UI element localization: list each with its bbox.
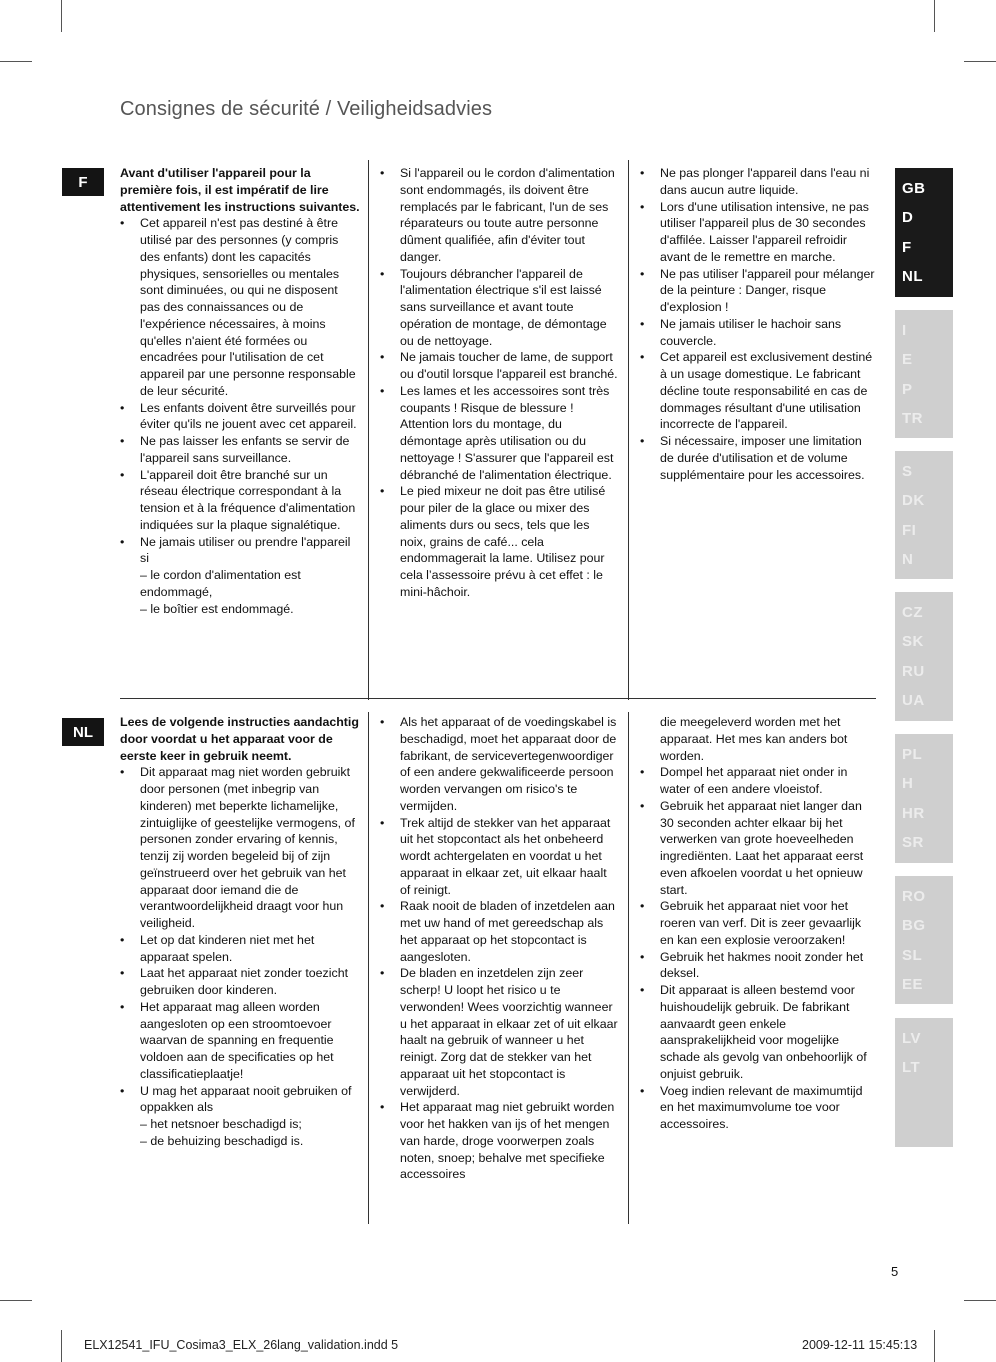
column-divider: [368, 160, 369, 700]
list-item: • Dit apparaat is alleen bestemd voor huishoudelijk gebruik. De fabrikant aanvaardt geen enkele aansprakelijkheid voor mogelijke schade als gevolg van onbehoorlijk of onjuist gebruik.: [640, 982, 878, 1083]
section-badge-fr: F: [62, 168, 104, 196]
tab-lang-nl[interactable]: NL: [902, 267, 923, 285]
list-item: • Gebruik het apparaat niet langer dan 30 seconden achter elkaar bij het verwerken van grote hoeveelheden ingrediënten. Laat het apparaat eerst even afkoelen voordat u het opnieuw start.: [640, 798, 878, 899]
list-item: • U mag het apparaat nooit gebruiken of oppakken als: [120, 1083, 360, 1117]
tab-lang-lv[interactable]: LV: [902, 1030, 922, 1047]
list-item: • Laat het apparaat niet zonder toezicht gebruiken door kinderen.: [120, 965, 360, 999]
list-item: • Les enfants doivent être surveillés pour éviter qu'ils ne jouent avec cet appareil.: [120, 400, 360, 434]
column-divider: [628, 160, 629, 700]
tab-group-6[interactable]: [895, 876, 953, 1004]
tab-lang-fi[interactable]: FI: [902, 521, 917, 539]
tab-lang-n[interactable]: N: [902, 550, 914, 568]
crop-mark: [61, 0, 62, 32]
tab-group-1[interactable]: [895, 168, 953, 297]
tab-lang-dk[interactable]: DK: [902, 492, 925, 510]
nl-column-1: [120, 714, 360, 1150]
list-item: • Het apparaat mag alleen worden aangesloten op een stroomtoevoer waarvan de spanning en frequentie voldoen aan de specificaties op het classificatieplaatje!: [120, 999, 360, 1083]
list-item: • Dit apparaat mag niet worden gebruikt door personen (met inbegrip van kinderen) met beperkte lichamelijke, zintuiglijke of geestelijke vermogens, of personen zonder ervaring of kennis, tenzij zij worden begeleid bij of zijn geïnstrueerd over het gebruik van het apparaat door iemand die de verantwoordelijkheid draagt voor hun veiligheid.: [120, 764, 360, 932]
section-badge-nl: NL: [62, 718, 104, 746]
section-divider: [120, 698, 876, 699]
tab-lang-hr[interactable]: HR: [902, 804, 925, 822]
list-item: • Voeg indien relevant de maximumtijd en het maximumvolume toe voor accessoires.: [640, 1083, 878, 1133]
page-title: Consignes de sécurité / Veiligheidsadvies: [120, 98, 493, 120]
list-item: • Lors d'une utilisation intensive, ne pas utiliser l'appareil plus de 30 secondes d'affilée. Laisser l'appareil refroidir avant de le remettre en marche.: [640, 199, 878, 266]
tab-lang-tr[interactable]: TR: [902, 409, 923, 427]
list-item: • Si l'appareil ou le cordon d'alimentation sont endommagés, ils doivent être remplacés par le fabricant, l'un de ses réparateurs ou toute autre personne dûment qualifiée, afin d'éviter tout danger.: [380, 165, 618, 266]
tab-lang-sl[interactable]: SL: [902, 946, 923, 964]
tab-lang-e[interactable]: E: [902, 351, 913, 369]
list-item: • Let op dat kinderen niet met het apparaat spelen.: [120, 932, 360, 966]
continuation-text: die meegeleverd worden met het apparaat. Het mes kan anders bot worden.: [660, 715, 848, 763]
crop-mark: [964, 1300, 996, 1301]
tab-lang-p[interactable]: P: [902, 380, 913, 398]
tab-lang-h[interactable]: H: [902, 775, 914, 793]
list-item: • L'appareil doit être branché sur un réseau électrique correspondant à la tension et à la fréquence d'alimentation indiquées sur la plaque signalétique.: [120, 467, 360, 534]
column-divider: [368, 712, 369, 1224]
tab-lang-cz[interactable]: CZ: [902, 604, 923, 621]
nl-column-3: [640, 714, 878, 1133]
fr-column-3: [640, 165, 878, 483]
crop-mark: [964, 61, 996, 62]
list-item: • Gebruik het hakmes nooit zonder het deksel.: [640, 949, 878, 983]
tab-lang-d[interactable]: D: [902, 209, 914, 227]
footer-filename: ELX12541_IFU_Cosima3_ELX_26lang_validation.indd 5: [84, 1338, 399, 1352]
list-item: • Gebruik het apparaat niet voor het roeren van verf. Dit is zeer gevaarlijk en kan een explosie veroorzaken!: [640, 898, 878, 948]
tab-group-7[interactable]: [895, 1018, 953, 1147]
tab-lang-ru[interactable]: RU: [902, 662, 925, 680]
crop-mark: [0, 61, 32, 62]
sub-item: – de behuizing beschadigd is.: [140, 1133, 304, 1148]
list-item: • Toujours débrancher l'appareil de l'alimentation électrique s'il est laissé sans surveillance et avant toute opération de montage, de démontage ou de nettoyage.: [380, 266, 618, 350]
list-item: • Ne pas laisser les enfants se servir de l'appareil sans surveillance.: [120, 433, 360, 467]
tab-group-2[interactable]: [895, 310, 953, 438]
list-item: • Les lames et les accessoires sont très coupants ! Risque de blessure ! Attention lors du montage, du démontage après utilisation ou du nettoyage ! S'assurer que l'appareil est débranché de l'alimentation électrique.: [380, 383, 618, 484]
tab-lang-lt[interactable]: LT: [902, 1059, 921, 1077]
tab-lang-sk[interactable]: SK: [902, 633, 924, 651]
crop-mark: [0, 1300, 32, 1301]
tab-lang-ua[interactable]: UA: [902, 691, 925, 709]
list-item: • Ne jamais toucher de lame, de support ou d'outil lorsque l'appareil est branché.: [380, 349, 618, 383]
sub-item: – le boîtier est endommagé.: [140, 601, 294, 616]
list-item: • Raak nooit de bladen of inzetdelen aan met uw hand of met gereedschap als het apparaat op het stopcontact is aangesloten.: [380, 898, 618, 965]
nl-intro: Lees de volgende instructies aandachtig door voordat u het apparaat voor de eerste keer in gebruik neemt.: [120, 715, 359, 763]
list-item: • De bladen en inzetdelen zijn zeer scherp! U loopt het risico u te verwonden! Wees voorzichtig wanneer u het apparaat in elkaar zet of uit elkaar haalt na gebruik of wanneer u het reinigt. Zorg dat de stekker van het apparaat uit het stopcontact is verwijderd.: [380, 965, 618, 1099]
footer-timestamp: 2009-12-11 15:45:13: [802, 1338, 918, 1352]
list-item: • Als het apparaat of de voedingskabel is beschadigd, moet het apparaat door de fabrikant, de servicevertegenwoordiger of een andere gekwalificeerde persoon worden vervangen om risico's te vermijden.: [380, 714, 618, 815]
list-item: • Ne jamais utiliser le hachoir sans couvercle.: [640, 316, 878, 350]
tab-lang-f[interactable]: F: [902, 238, 912, 256]
crop-mark: [934, 0, 935, 32]
tab-group-5[interactable]: [895, 734, 953, 863]
fr-column-1: [120, 165, 360, 617]
tab-lang-bg[interactable]: BG: [902, 917, 926, 935]
nl-column-2: [380, 714, 618, 1183]
crop-mark: [61, 1330, 62, 1362]
fr-intro: Avant d'utiliser l'appareil pour la première fois, il est impératif de lire attentivement les instructions suivantes.: [120, 166, 360, 214]
tab-lang-sr[interactable]: SR: [902, 833, 924, 851]
list-item: • Dompel het apparaat niet onder in water of een andere vloeistof.: [640, 764, 878, 798]
tab-group-4[interactable]: [895, 592, 953, 721]
sub-item: – le cordon d'alimentation est endommagé,: [140, 568, 301, 599]
fr-column-2: [380, 165, 618, 601]
tab-lang-s[interactable]: S: [902, 463, 913, 480]
sub-item: – het netsnoer beschadigd is;: [140, 1117, 302, 1131]
list-item: • Ne pas plonger l'appareil dans l'eau ni dans aucun autre liquide.: [640, 165, 878, 199]
tab-lang-ro[interactable]: RO: [902, 888, 926, 905]
list-item: • Ne jamais utiliser ou prendre l'appareil si: [120, 534, 360, 568]
tab-lang-gb[interactable]: GB: [902, 180, 926, 197]
list-item: • Trek altijd de stekker van het apparaat uit het stopcontact als het onbeheerd wordt achtergelaten en voordat u het apparaat in elkaar zet, uit elkaar haalt of reinigt.: [380, 815, 618, 899]
tab-lang-ee[interactable]: EE: [902, 975, 924, 993]
list-item: • Le pied mixeur ne doit pas être utilisé pour piler de la glace ou mixer des aliments durs ou secs, tels que les noix, grains de café... cela endommagerait la lame. Utilisez pour cela l’assessoire prévu à cet effet : le mini-hâchoir.: [380, 483, 618, 600]
list-item: • Het apparaat mag niet gebruikt worden voor het hakken van ijs of het mengen van harde, droge voorwerpen zoals noten, snoep; behalve met specifieke accessoires: [380, 1099, 618, 1183]
list-item: • Cet appareil est exclusivement destiné à un usage domestique. Le fabricant décline toute responsabilité en cas de dommages résultant d'une utilisation incorrecte de l'appareil.: [640, 349, 878, 433]
list-item: • Cet appareil n'est pas destiné à être utilisé par des personnes (y compris des enfants) dont les capacités physiques, sensorielles ou mentales sont diminuées, ou qui ne disposent pas des connaissances ou de l'expérience nécessaires, à moins qu'elles n'aient été formées ou encadrées pour l'utilisation de cet appareil par une personne responsable de leur sécurité.: [120, 215, 360, 399]
column-divider: [628, 712, 629, 1224]
list-item: • Ne pas utiliser l'appareil pour mélanger de la peinture : Danger, risque d'explosion !: [640, 266, 878, 316]
tab-lang-i[interactable]: I: [902, 322, 907, 339]
tab-group-3[interactable]: [895, 451, 953, 579]
list-item: • Si nécessaire, imposer une limitation de durée d'utilisation et de volume supplémentaire pour les accessoires.: [640, 433, 878, 483]
crop-mark: [934, 1330, 935, 1362]
page-number: 5: [891, 1264, 899, 1279]
tab-lang-pl[interactable]: PL: [902, 746, 923, 763]
